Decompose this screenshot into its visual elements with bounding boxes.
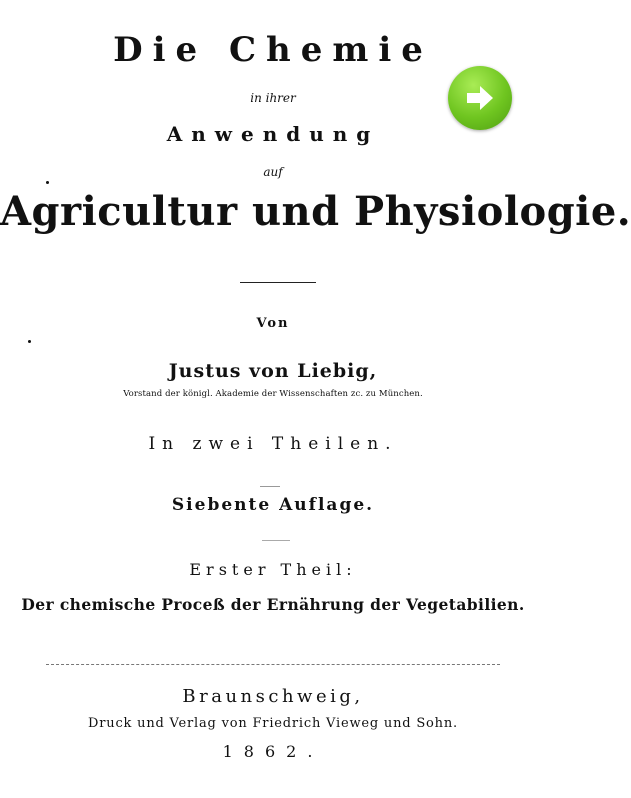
dashed-divider	[46, 664, 500, 665]
imprint-publisher: Druck und Verlag von Friedrich Vieweg und Sohn.	[88, 716, 458, 731]
ink-speck	[28, 340, 31, 343]
main-title: Agricultur und Physiologie.	[0, 188, 631, 235]
divider-rule	[260, 486, 280, 487]
title-line-2: in ihrer	[250, 91, 296, 105]
title-line-4: auf	[263, 165, 283, 179]
author-name: Justus von Liebig,	[168, 360, 378, 382]
next-page-button[interactable]	[448, 66, 512, 130]
by-label: Von	[256, 316, 290, 331]
imprint-city: Braunschweig,	[182, 686, 364, 707]
author-affiliation: Vorstand der königl. Akademie der Wissenschaften zc. zu München.	[123, 389, 423, 399]
divider-rule	[240, 282, 316, 283]
part-label: Erster Theil:	[189, 560, 357, 579]
title-line-3: Anwendung	[166, 122, 380, 146]
title-line-1: Die Chemie	[113, 30, 433, 70]
imprint-year: 1862.	[222, 742, 324, 761]
part-subtitle: Der chemische Proceß der Ernährung der Vegetabilien.	[21, 595, 525, 614]
divider-rule	[262, 540, 290, 541]
edition-label: Siebente Auflage.	[171, 495, 375, 515]
ink-speck	[46, 181, 49, 184]
arrow-right-icon	[462, 80, 498, 116]
parts-note: In zwei Theilen.	[148, 434, 398, 454]
